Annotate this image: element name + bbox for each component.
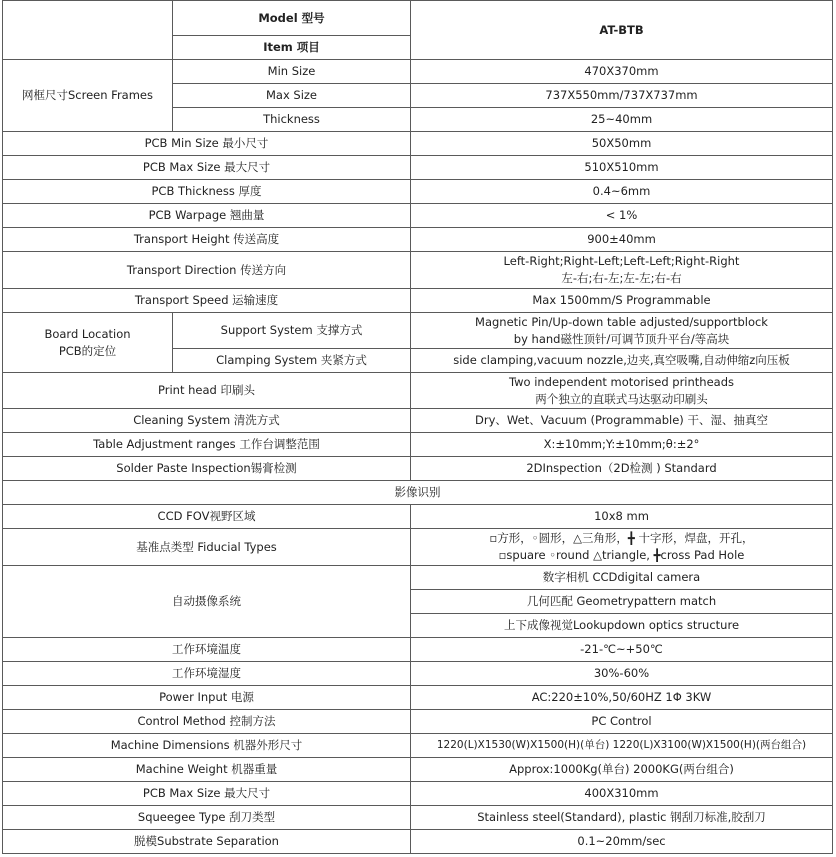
value-line: ▫spuare ◦round △triangle, ╋cross Pad Hole [498,548,745,562]
spec-label: PCB Warpage 翘曲量 [3,204,411,228]
spec-value: PC Control [411,710,833,734]
table-row [3,132,833,156]
table-row [3,433,833,457]
spec-label: Table Adjustment ranges 工作台调整范围 [3,433,411,457]
table-row [3,180,833,204]
value-line: 左-右;右-左;左-左;右-右 [561,271,682,285]
table-row [3,782,833,806]
spec-table [2,0,833,854]
spec-value: Stainless steel(Standard), plastic 钢刮刀标准,胶刮刀 [411,806,833,830]
spec-label: Transport Direction 传送方向 [3,252,411,289]
spec-value: AC:220±10%,50/60HZ 1Φ 3KW [411,686,833,710]
spec-label: Transport Speed 运输速度 [3,289,411,313]
spec-value: 25~40mm [411,108,833,132]
spec-label: PCB Max Size 最大尺寸 [3,782,411,806]
table-row [3,228,833,252]
spec-label: PCB Max Size 最大尺寸 [3,156,411,180]
spec-value: 几何匹配 Geometrypattern match [411,590,833,614]
spec-sublabel: Max Size [173,84,411,108]
section-heading: 影像识别 [3,481,833,505]
spec-value [411,252,833,289]
spec-label: 自动摄像系统 [3,566,411,638]
value-line: Two independent motorised printheads [508,374,735,389]
spec-label: 基准点类型 Fiducial Types [3,529,411,566]
spec-value: 510X510mm [411,156,833,180]
spec-value: < 1% [411,204,833,228]
spec-label: 工作环境温度 [3,638,411,662]
spec-value: side clamping,vacuum nozzle,边夹,真空吸嘴,自动伸缩z向压板 [411,349,833,373]
value-line: Board Location [44,326,131,341]
spec-value [411,529,833,566]
spec-value: 2DInspection（2D检测 ) Standard [411,457,833,481]
spec-value: 数字相机 CCDdigital camera [411,566,833,590]
spec-sublabel: Clamping System 夹紧方式 [173,349,411,373]
value-line: ▫方形，◦圆形，△三角形，╋ 十字形，焊盘，开孔， [489,531,754,545]
value-line: 两个独立的直联式马达驱动印刷头 [535,391,708,406]
spec-value: Max 1500mm/S Programmable [411,289,833,313]
spec-value [411,373,833,409]
spec-sublabel: Min Size [173,60,411,84]
table-row [3,638,833,662]
spec-value: 0.1~20mm/sec [411,830,833,854]
table-row [3,481,833,505]
spec-label: 脱模Substrate Separation [3,830,411,854]
spec-value [411,313,833,349]
spec-label: Machine Weight 机器重量 [3,758,411,782]
table-row [3,289,833,313]
spec-value: Dry、Wet、Vacuum (Programmable) 干、湿、抽真空 [411,409,833,433]
item-label: Item 项目 [173,36,411,60]
spec-value: 400X310mm [411,782,833,806]
spec-label: Machine Dimensions 机器外形尺寸 [3,734,411,758]
table-row [3,505,833,529]
spec-label: CCD FOV视野区域 [3,505,411,529]
table-row [3,252,833,289]
spec-label: PCB Min Size 最小尺寸 [3,132,411,156]
table-row [3,734,833,758]
spec-value: -21-℃~+50℃ [411,638,833,662]
spec-value: 1220(L)X1530(W)X1500(H)(单台) 1220(L)X3100(W)X1500(H)(两台组合) [411,734,833,758]
table-row [3,529,833,566]
spec-label: Solder Paste Inspection锡膏检测 [3,457,411,481]
table-row [3,710,833,734]
spec-value: X:±10mm;Y:±10mm;θ:±2° [411,433,833,457]
spec-value: 737X550mm/737X737mm [411,84,833,108]
spec-label: 工作环境湿度 [3,662,411,686]
spec-value: 50X50mm [411,132,833,156]
spec-label: Control Method 控制方法 [3,710,411,734]
spec-value: 470X370mm [411,60,833,84]
spec-label: PCB Thickness 厚度 [3,180,411,204]
spec-value: Approx:1000Kg(单台) 2000KG(两台组合) [411,758,833,782]
table-row [3,1,833,36]
table-row [3,662,833,686]
table-row [3,806,833,830]
spec-value: 0.4~6mm [411,180,833,204]
corner-cell [3,1,173,60]
table-row [3,457,833,481]
table-row [3,566,833,590]
table-row [3,373,833,409]
spec-label: Print head 印刷头 [3,373,411,409]
value-line: by hand磁性顶针/可调节顶升平台/等高块 [513,331,730,346]
spec-label: Cleaning System 清洗方式 [3,409,411,433]
value-line: Left-Right;Right-Left;Left-Left;Right-Right [503,254,740,268]
table-row [3,686,833,710]
spec-label: Transport Height 传送高度 [3,228,411,252]
value-line: PCB的定位 [58,343,117,358]
spec-value: 上下成像视觉Lookupdown optics structure [411,614,833,638]
table-row [3,204,833,228]
spec-value: 900±40mm [411,228,833,252]
table-row [3,60,833,84]
screen-frames-label: 网框尺寸Screen Frames [3,60,173,132]
spec-sublabel: Support System 支撑方式 [173,313,411,349]
table-row [3,758,833,782]
value-line: Magnetic Pin/Up-down table adjusted/supportblock [475,314,768,329]
board-location-label [3,313,173,373]
model-label: Model 型号 [173,1,411,36]
table-row [3,830,833,854]
spec-label: Squeegee Type 刮刀类型 [3,806,411,830]
table-row [3,409,833,433]
spec-sublabel: Thickness [173,108,411,132]
spec-value: 10x8 mm [411,505,833,529]
table-row [3,313,833,349]
model-value: AT-BTB [411,1,833,60]
table-row [3,156,833,180]
spec-value: 30%-60% [411,662,833,686]
spec-label: Power Input 电源 [3,686,411,710]
